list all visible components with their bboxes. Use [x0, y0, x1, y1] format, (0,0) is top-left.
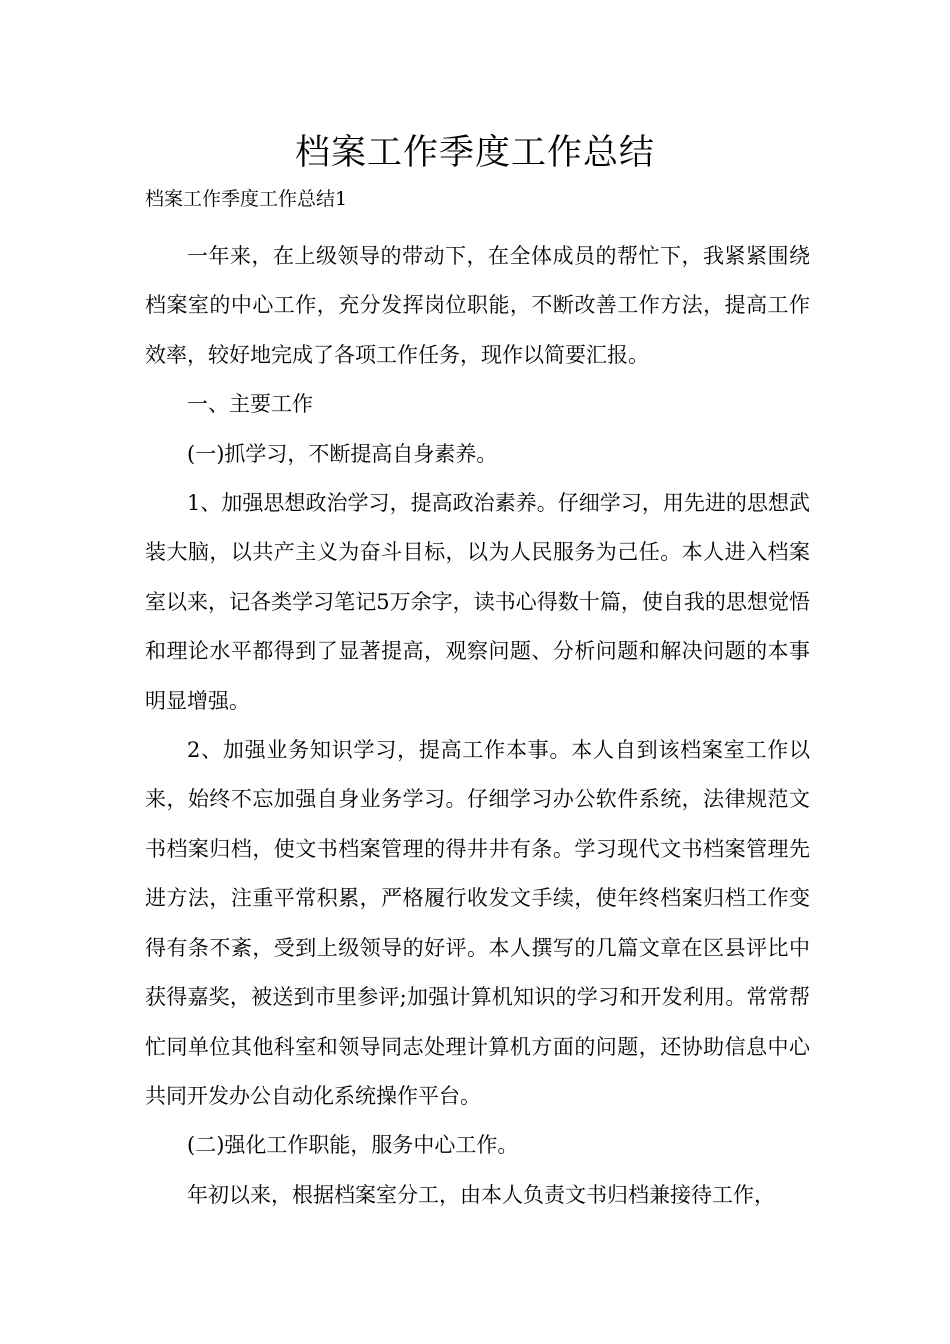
document-subtitle: 档案工作季度工作总结1 — [145, 188, 348, 210]
paragraph-intro: 一年来，在上级领导的带动下，在全体成员的帮忙下，我紧紧围绕档案室的中心工作，充分发挥岗位职能，不断改善工作方法，提高工作效率，较好地完成了各项工作任务，现作以简要汇报。 — [145, 244, 810, 367]
paragraph-political-study: 1、加强思想政治学习，提高政治素养。仔细学习，用先进的思想武装大脑，以共产主义为奋斗目标，以为人民服务为己任。本人进入档案室以来，记各类学习笔记5万余字，读书心得数十篇，使自我的思想觉悟和理论水平都得到了显著提高，观察问题、分析问题和解决问题的本事明显增强。 — [145, 491, 810, 713]
section-heading-main-work: 一、主要工作 — [187, 392, 313, 417]
paragraph-duties: 年初以来，根据档案室分工，由本人负责文书归档兼接待工作， — [187, 1182, 775, 1207]
paragraph-business-study: 2、加强业务知识学习，提高工作本事。本人自到该档案室工作以来，始终不忘加强自身业务学习。仔细学习办公软件系统，法律规范文书档案归档，使文书档案管理的得井井有条。学习现代文书档案管理先进方法，注重平常积累，严格履行收发文手续，使年终档案归档工作变得有条不紊，受到上级领导的好评。本人撰写的几篇文章在区县评比中获得嘉奖，被送到市里参评;加强计算机知识的学习和开发利用。常常帮忙同单位其他科室和领导同志处理计算机方面的问题，还协助信息中心共同开发办公自动化系统操作平台。 — [145, 738, 810, 1108]
document-title: 档案工作季度工作总结 — [294, 133, 655, 173]
document-body — [145, 232, 810, 1220]
subsection-heading-duties: (二)强化工作职能，服务中心工作。 — [187, 1133, 519, 1158]
subsection-heading-study: (一)抓学习，不断提高自身素养。 — [187, 441, 498, 466]
